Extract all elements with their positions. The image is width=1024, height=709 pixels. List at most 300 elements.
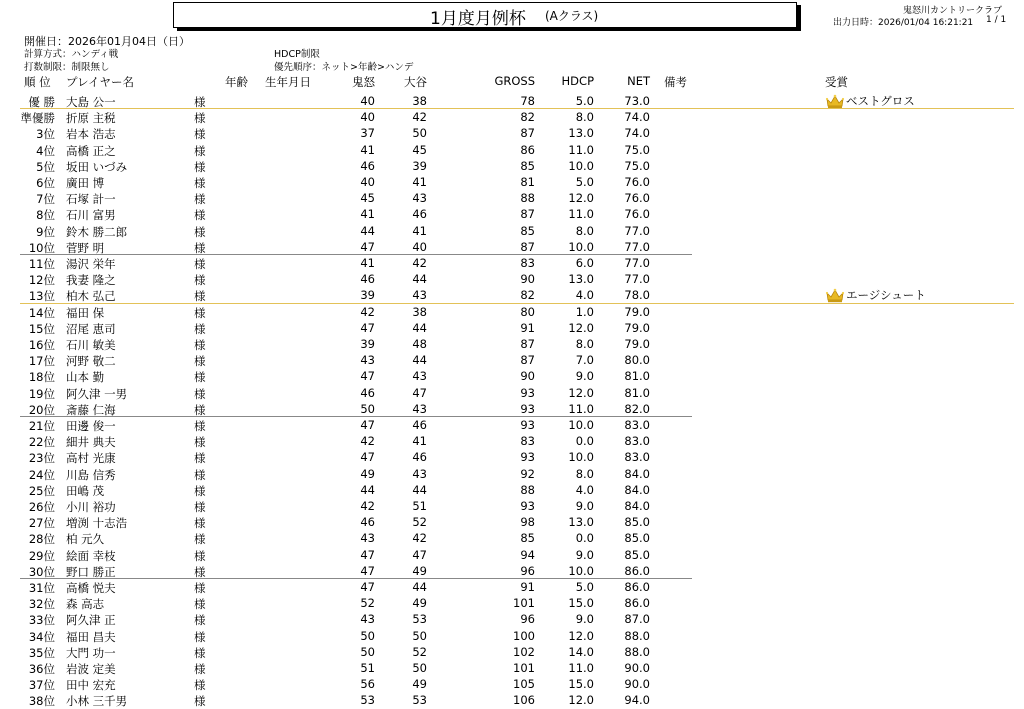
rank-cell: 10位 [28,240,55,255]
hdcp-cell: 11.0 [568,207,594,222]
table-row [0,287,1024,303]
course2-score-cell: 39 [412,158,427,173]
rank-cell: 3位 [36,127,55,142]
rank-cell: 17位 [28,354,55,369]
net-cell: 75.0 [624,158,650,173]
course2-score-cell: 46 [412,207,427,222]
hdcp-cell: 9.0 [575,547,594,562]
course1-score-cell: 39 [360,288,375,303]
net-cell: 87.0 [624,612,650,627]
col-age: 年齢 [225,75,248,89]
course1-score-cell: 46 [360,158,375,173]
course2-score-cell: 50 [412,661,427,675]
honorific-cell: 様 [194,257,206,271]
award-cell [825,287,926,303]
honorific-cell: 様 [194,127,206,142]
player-name-cell: 河野 敬二 [66,354,116,369]
table-row [0,449,1024,465]
gross-cell: 88 [520,191,535,206]
course1-score-cell: 53 [360,693,375,708]
rank-cell: 38位 [28,694,55,709]
table-row [0,498,1024,514]
course1-score-cell: 41 [360,207,375,222]
net-cell: 85.0 [624,531,650,546]
table-row [0,644,1024,660]
net-cell: 78.0 [624,288,650,303]
course2-score-cell: 45 [412,142,427,157]
net-cell: 85.0 [624,515,650,530]
course1-score-cell: 40 [360,94,375,108]
hdcp-cell: 11.0 [568,661,594,675]
honorific-cell: 様 [194,208,206,223]
hdcp-cell: 10.0 [568,563,594,578]
rank-cell: 25位 [28,483,55,498]
rank-cell: 30位 [28,564,55,579]
course1-score-cell: 47 [360,450,375,465]
net-cell: 76.0 [624,207,650,222]
course2-score-cell: 40 [412,239,427,254]
hdcp-cell: 1.0 [575,304,594,319]
player-name-cell: 増渕 十志浩 [66,516,128,531]
rank-cell: 16位 [28,338,55,352]
title-box [173,2,797,28]
hdcp-cell: 4.0 [575,288,594,303]
table-row [0,385,1024,401]
col-net: NET [627,74,650,88]
honorific-cell: 様 [194,419,206,433]
player-name-cell: 福田 保 [66,305,105,320]
player-name-cell: 福田 昌夫 [66,629,116,644]
course1-score-cell: 52 [360,596,375,611]
honorific-cell: 様 [194,95,206,109]
course1-score-cell: 47 [360,418,375,432]
course2-score-cell: 41 [412,434,427,449]
rank-cell: 20位 [28,402,55,417]
course2-score-cell: 49 [412,563,427,578]
table-row [0,239,1024,255]
net-cell: 90.0 [624,677,650,692]
net-cell: 79.0 [624,320,650,335]
gross-cell: 87 [520,207,535,222]
course2-score-cell: 47 [412,547,427,562]
player-name-cell: 岩本 浩志 [66,127,116,142]
course1-score-cell: 51 [360,661,375,675]
hdcp-cell: 13.0 [568,515,594,530]
club-name: 鬼怒川カントリークラブ [902,6,1002,16]
class-label: (Aクラス) [545,9,599,23]
gross-cell: 105 [513,677,535,692]
course1-score-cell: 47 [360,580,375,594]
gross-cell: 87 [520,353,535,368]
page-number: 1 / 1 [986,15,1007,25]
honorific-cell: 様 [194,694,206,709]
net-cell: 88.0 [624,628,650,643]
course2-score-cell: 44 [412,272,427,287]
printed-datetime: 出力日時：2026/01/04 16:21:21 [833,18,974,28]
honorific-cell: 様 [194,159,206,174]
course2-score-cell: 50 [412,628,427,643]
course2-score-cell: 43 [412,369,427,384]
player-name-cell: 絵面 幸枝 [66,548,116,563]
course1-score-cell: 43 [360,353,375,368]
honorific-cell: 様 [194,386,206,401]
table-row [0,93,1024,109]
gross-cell: 83 [520,256,535,270]
course2-score-cell: 44 [412,482,427,497]
course2-score-cell: 41 [412,223,427,238]
course1-score-cell: 46 [360,272,375,287]
hdcp-cell: 12.0 [568,628,594,643]
honorific-cell: 様 [194,402,206,417]
gross-cell: 93 [520,418,535,432]
rank-cell: 28位 [28,532,55,547]
player-name-cell: 廣田 博 [66,176,105,190]
course1-score-cell: 47 [360,239,375,254]
hdcp-cell: 0.0 [575,434,594,449]
col-birth: 生年月日 [265,75,311,89]
stroke-limit: 打数制限：制限無し [24,62,110,73]
col-gross: GROSS [494,74,535,88]
player-name-cell: 細井 典夫 [66,435,116,450]
hdcp-cell: 0.0 [575,531,594,546]
player-name-cell: 川島 信秀 [66,467,116,482]
course2-score-cell: 48 [412,337,427,351]
course2-score-cell: 49 [412,596,427,611]
net-cell: 86.0 [624,580,650,594]
course1-score-cell: 40 [360,110,375,125]
gross-cell: 87 [520,239,535,254]
net-cell: 77.0 [624,272,650,287]
course1-score-cell: 42 [360,499,375,513]
course2-score-cell: 47 [412,385,427,400]
hdcp-cell: 8.0 [575,337,594,351]
hdcp-cell: 7.0 [575,353,594,368]
hdcp-cell: 13.0 [568,126,594,141]
table-row [0,530,1024,546]
player-name-cell: 高橋 悦夫 [66,581,116,595]
net-cell: 86.0 [624,563,650,578]
net-cell: 75.0 [624,142,650,157]
honorific-cell: 様 [194,613,206,628]
hdcp-cell: 9.0 [575,369,594,384]
net-cell: 88.0 [624,644,650,659]
course1-score-cell: 41 [360,142,375,157]
course1-score-cell: 50 [360,401,375,416]
table-row [0,628,1024,644]
table-row [0,174,1024,190]
hdcp-cell: 14.0 [568,644,594,659]
honorific-cell: 様 [194,500,206,514]
player-name-cell: 岩波 定美 [66,662,116,676]
honorific-cell: 様 [194,111,206,126]
honorific-cell: 様 [194,338,206,352]
player-name-cell: 田中 宏充 [66,678,116,693]
calc-method: 計算方式：ハンディ戦 [24,49,119,60]
player-name-cell: 大門 功一 [66,645,116,660]
player-name-cell: 沼尾 恵司 [66,321,116,336]
rank-cell: 18位 [28,370,55,385]
col-player: プレイヤー名 [66,75,134,89]
table-row [0,433,1024,449]
hdcp-cell: 8.0 [575,110,594,125]
player-name-cell: 石川 敏美 [66,338,116,352]
gross-cell: 93 [520,499,535,513]
course1-score-cell: 47 [360,320,375,335]
hdcp-cell: 5.0 [575,580,594,594]
player-name-cell: 小川 裕功 [66,500,116,514]
rank-cell: 32位 [28,597,55,612]
table-row [0,158,1024,174]
honorific-cell: 様 [194,451,206,466]
gross-cell: 85 [520,223,535,238]
table-row [0,482,1024,498]
course2-score-cell: 46 [412,418,427,432]
net-cell: 94.0 [624,693,650,708]
priority-order: 優先順序：ネット>年齢>ハンデ [274,62,414,73]
col-course2: 大谷 [404,75,427,89]
course2-score-cell: 49 [412,677,427,692]
course2-score-cell: 42 [412,256,427,270]
table-row [0,320,1024,336]
course1-score-cell: 46 [360,385,375,400]
player-name-cell: 高橋 正之 [66,143,116,158]
course2-score-cell: 43 [412,288,427,303]
player-name-cell: 田嶋 茂 [66,483,105,498]
rank-cell: 5位 [36,159,55,174]
gross-cell: 87 [520,337,535,351]
gross-cell: 106 [513,693,535,708]
course2-score-cell: 42 [412,531,427,546]
player-name-cell: 斎藤 仁海 [66,402,116,417]
gross-cell: 91 [520,580,535,594]
course1-score-cell: 41 [360,256,375,270]
course1-score-cell: 47 [360,563,375,578]
course1-score-cell: 46 [360,515,375,530]
course2-score-cell: 43 [412,191,427,206]
honorific-cell: 様 [194,176,206,190]
hdcp-cell: 4.0 [575,482,594,497]
net-cell: 76.0 [624,191,650,206]
gross-cell: 85 [520,158,535,173]
net-cell: 76.0 [624,175,650,189]
table-row [0,417,1024,433]
col-course1: 鬼怒 [352,75,375,89]
hdcp-cell: 9.0 [575,499,594,513]
hdcp-cell: 12.0 [568,320,594,335]
course2-score-cell: 52 [412,644,427,659]
rank-cell: 37位 [28,678,55,693]
rank-cell: 29位 [28,548,55,563]
table-row [0,206,1024,222]
net-cell: 74.0 [624,110,650,125]
table-row [0,692,1024,708]
player-name-cell: 阿久津 一男 [66,386,128,401]
net-cell: 79.0 [624,304,650,319]
gross-cell: 92 [520,466,535,481]
net-cell: 77.0 [624,239,650,254]
player-name-cell: 小林 三千男 [66,694,128,709]
gross-cell: 81 [520,175,535,189]
rank-cell: 31位 [28,581,55,595]
rank-cell: 35位 [28,645,55,660]
col-rank: 順 位 [24,75,51,89]
course2-score-cell: 44 [412,353,427,368]
gross-cell: 102 [513,644,535,659]
table-row [0,660,1024,676]
course2-score-cell: 44 [412,320,427,335]
col-hdcp: HDCP [561,74,594,88]
gross-cell: 93 [520,385,535,400]
net-cell: 83.0 [624,418,650,432]
net-cell: 80.0 [624,353,650,368]
gross-cell: 96 [520,563,535,578]
table-row [0,190,1024,206]
gross-cell: 83 [520,434,535,449]
gross-cell: 101 [513,661,535,675]
course1-score-cell: 39 [360,337,375,351]
course1-score-cell: 50 [360,644,375,659]
hdcp-cell: 10.0 [568,450,594,465]
net-cell: 77.0 [624,256,650,270]
course2-score-cell: 44 [412,580,427,594]
course2-score-cell: 38 [412,94,427,108]
net-cell: 85.0 [624,547,650,562]
course1-score-cell: 47 [360,369,375,384]
hdcp-cell: 11.0 [568,401,594,416]
table-row [0,676,1024,692]
honorific-cell: 様 [194,143,206,158]
table-row [0,611,1024,627]
course1-score-cell: 40 [360,175,375,189]
rank-cell: 36位 [28,662,55,676]
player-name-cell: 野口 勝正 [66,564,116,579]
course2-score-cell: 42 [412,110,427,125]
gross-cell: 86 [520,142,535,157]
gross-cell: 87 [520,126,535,141]
net-cell: 86.0 [624,596,650,611]
rank-cell: 26位 [28,500,55,514]
hdcp-cell: 15.0 [568,596,594,611]
honorific-cell: 様 [194,678,206,693]
table-row [0,579,1024,595]
course1-score-cell: 47 [360,547,375,562]
course2-score-cell: 41 [412,175,427,189]
gross-cell: 85 [520,531,535,546]
rank-cell: 23位 [28,451,55,466]
player-name-cell: 折原 主税 [66,111,116,126]
hdcp-cell: 8.0 [575,223,594,238]
honorific-cell: 様 [194,548,206,563]
honorific-cell: 様 [194,532,206,547]
hdcp-cell: 8.0 [575,466,594,481]
rank-cell: 12位 [28,273,55,288]
course1-score-cell: 37 [360,126,375,141]
hdcp-cell: 10.0 [568,418,594,432]
course2-score-cell: 52 [412,515,427,530]
rank-cell: 33位 [28,613,55,628]
honorific-cell: 様 [194,370,206,385]
honorific-cell: 様 [194,629,206,644]
course2-score-cell: 38 [412,304,427,319]
net-cell: 77.0 [624,223,650,238]
player-name-cell: 石川 富男 [66,208,116,223]
table-row [0,142,1024,158]
gross-cell: 82 [520,110,535,125]
rank-cell: 11位 [28,257,55,271]
course2-score-cell: 43 [412,401,427,416]
honorific-cell: 様 [194,305,206,320]
honorific-cell: 様 [194,581,206,595]
course1-score-cell: 45 [360,191,375,206]
honorific-cell: 様 [194,516,206,531]
course2-score-cell: 51 [412,499,427,513]
table-row [0,352,1024,368]
course1-score-cell: 49 [360,466,375,481]
net-cell: 83.0 [624,434,650,449]
table-row [0,255,1024,271]
honorific-cell: 様 [194,662,206,676]
hdcp-cell: 12.0 [568,693,594,708]
player-name-cell: 石塚 計一 [66,192,116,207]
rank-cell: 21位 [28,419,55,433]
net-cell: 81.0 [624,385,650,400]
hdcp-cell: 12.0 [568,191,594,206]
gross-cell: 96 [520,612,535,627]
col-award: 受賞 [825,75,848,89]
net-cell: 81.0 [624,369,650,384]
honorific-cell: 様 [194,564,206,579]
course1-score-cell: 44 [360,482,375,497]
gross-cell: 93 [520,450,535,465]
player-name-cell: 坂田 いづみ [66,159,128,174]
table-row [0,547,1024,563]
player-name-cell: 田邊 俊一 [66,419,116,433]
course1-score-cell: 56 [360,677,375,692]
rank-cell: 7位 [36,192,55,207]
player-name-cell: 大島 公一 [66,95,116,109]
player-name-cell: 阿久津 正 [66,613,116,628]
course1-score-cell: 42 [360,434,375,449]
gross-cell: 98 [520,515,535,530]
net-cell: 82.0 [624,401,650,416]
crown-icon [825,94,845,109]
honorific-cell: 様 [194,273,206,288]
player-name-cell: 高村 光康 [66,451,116,466]
hdcp-cell: 10.0 [568,158,594,173]
course2-score-cell: 53 [412,693,427,708]
net-cell: 90.0 [624,661,650,675]
rank-cell: 13位 [28,289,55,304]
player-name-cell: 我妻 隆之 [66,273,116,288]
table-row [0,595,1024,611]
gross-cell: 90 [520,369,535,384]
rank-cell: 15位 [28,321,55,336]
table-row [0,125,1024,141]
gross-cell: 93 [520,401,535,416]
net-cell: 84.0 [624,466,650,481]
award-label: ベストグロス [846,94,915,108]
rank-cell: 34位 [28,629,55,644]
award-label: エージシュート [846,288,926,303]
course2-score-cell: 46 [412,450,427,465]
honorific-cell: 様 [194,435,206,450]
gross-cell: 80 [520,304,535,319]
player-name-cell: 森 高志 [66,597,105,612]
honorific-cell: 様 [194,467,206,482]
hdcp-cell: 9.0 [575,612,594,627]
player-name-cell: 柏 元久 [66,532,105,547]
rank-cell: 19位 [28,386,55,401]
